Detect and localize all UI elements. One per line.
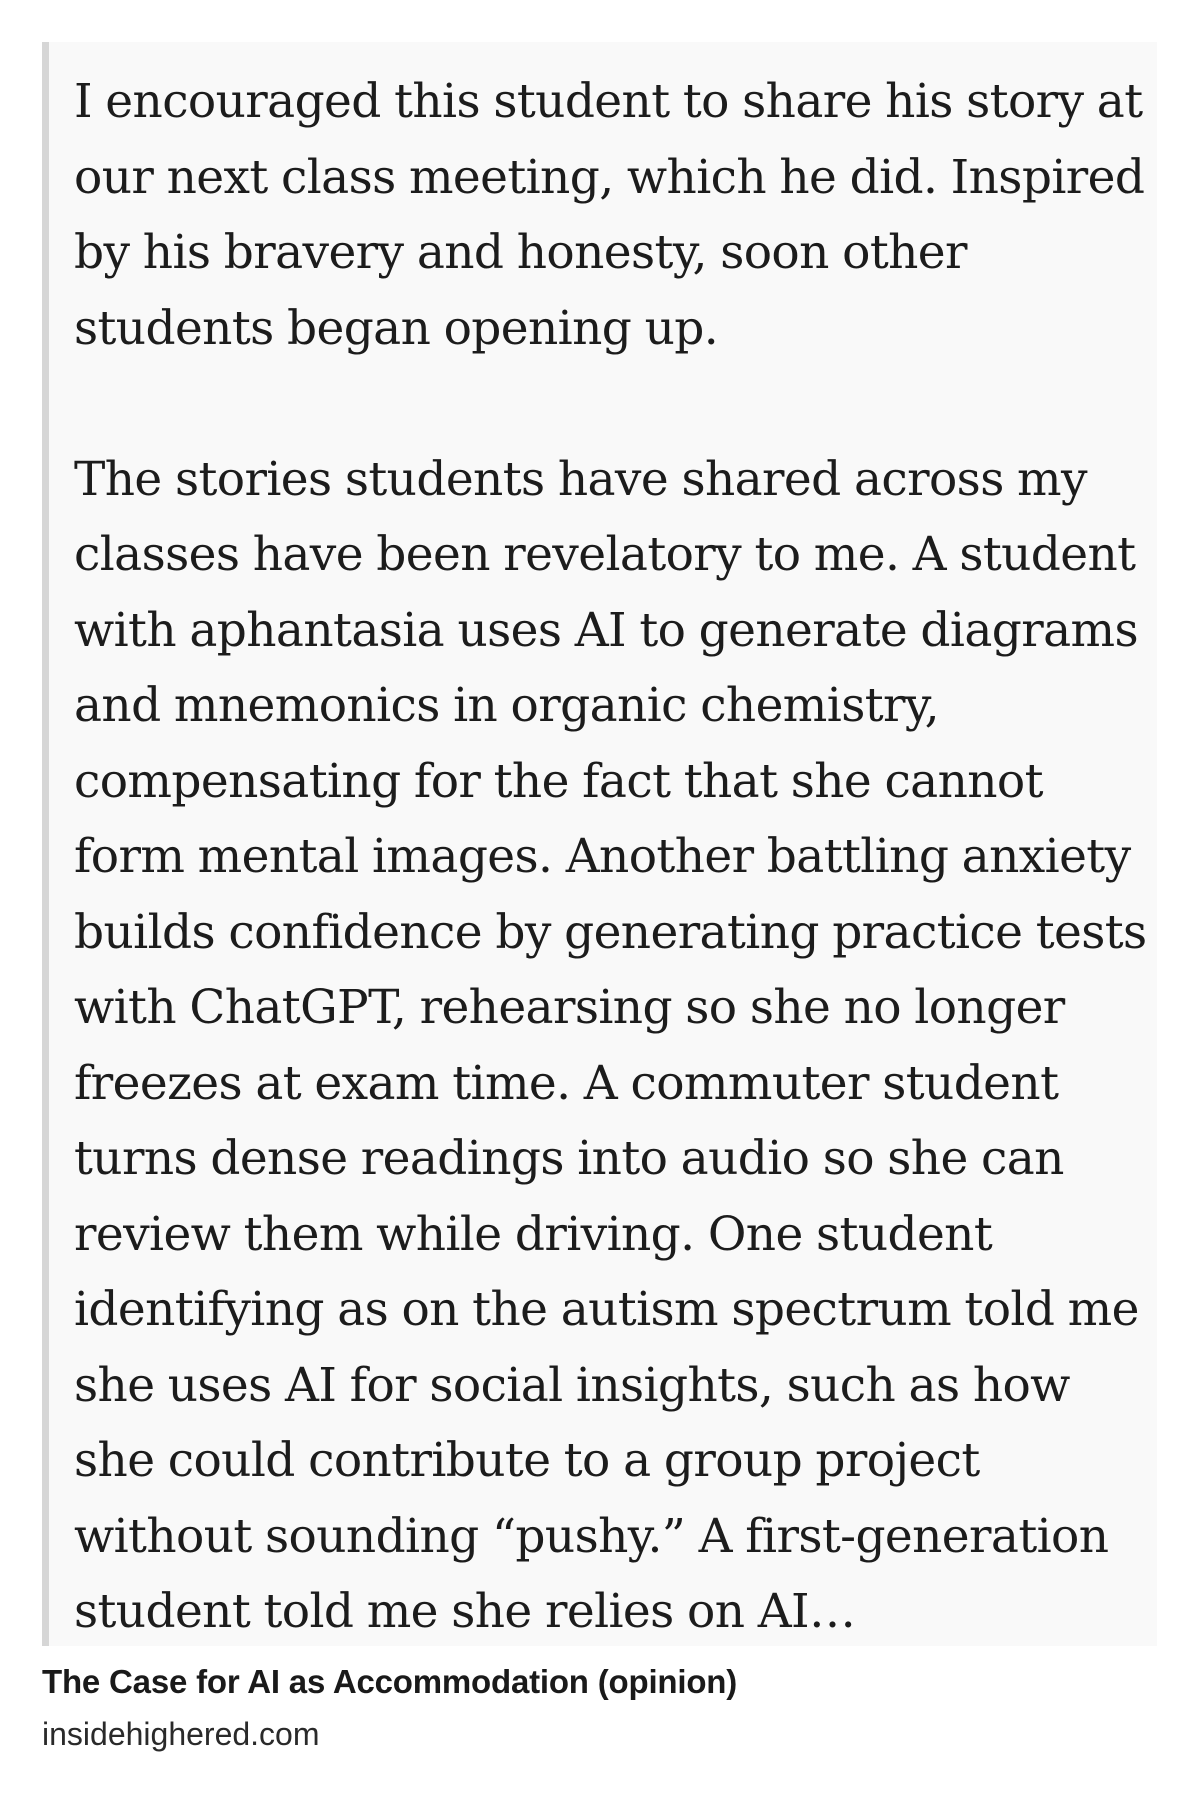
quote-paragraph-1: I encouraged this student to share his story at our next class meeting, which he did. Inspired by his bravery and honesty, soon other students began opening up. (74, 74, 1145, 356)
link-domain: insidehighered.com (42, 1716, 320, 1752)
quoted-text-block (42, 42, 1157, 1646)
link-preview-card[interactable] (42, 1660, 1157, 1756)
quote-paragraph-2: The stories students have shared across my classes have been revelatory to me. A student with aphantasia uses AI to generate diagrams and mnemonics in organic chemistry, compensating for the fact that she cannot form mental images. Another battling anxiety builds confidence by generating practice tests with ChatGPT, rehearsing so she no longer freezes at exam time. A commuter student turns dense readings into audio so she can review them while driving. One student identifying as on the autism spectrum told me she uses AI for social insights, such as how she could contribute to a group project without sounding “pushy.” A first-generation student told me she relies on AI… (74, 451, 1147, 1639)
link-title[interactable]: The Case for AI as Accommodation (opinion) (42, 1663, 738, 1700)
